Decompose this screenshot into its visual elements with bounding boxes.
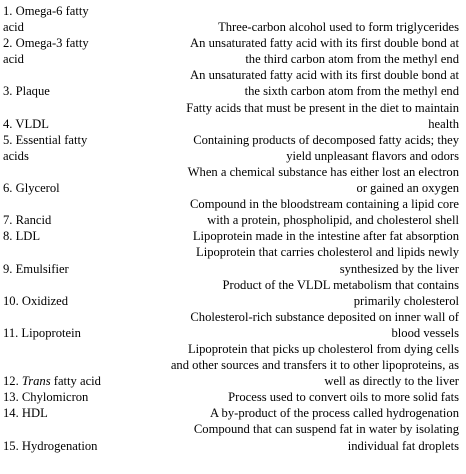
definition-line: Lipoprotein that picks up cholesterol from dying cells <box>187 341 459 356</box>
term-cell <box>3 261 129 277</box>
term-cell <box>3 405 129 421</box>
definition-line: Lipoprotein made in the intestine after fat absorption <box>192 229 459 244</box>
definition-cell <box>129 421 461 453</box>
term-cell <box>3 83 129 99</box>
definition-line: Compound in the bloodstream containing a lipid core <box>190 197 459 212</box>
table-row <box>3 341 461 389</box>
table-row <box>3 244 461 276</box>
definition-cell <box>129 164 461 196</box>
term-line: 15. Hydrogenation <box>3 438 98 453</box>
term-cell <box>3 212 129 228</box>
definition-cell <box>129 67 461 99</box>
definition-cell <box>129 35 461 67</box>
definition-line: the sixth carbon atom from the methyl end <box>244 84 459 99</box>
term-cell <box>3 116 129 132</box>
definition-line: and other sources and transfers it to other lipoproteins, as <box>170 358 459 373</box>
table-row <box>3 421 461 453</box>
term-line: 14. HDL <box>3 406 48 421</box>
table-row <box>3 277 461 309</box>
definition-line: Process used to convert oils to more solid fats <box>228 390 459 405</box>
term-cell <box>3 293 129 309</box>
definition-cell <box>129 309 461 341</box>
definition-line: individual fat droplets <box>347 438 459 453</box>
definition-line: the third carbon atom from the methyl end <box>245 52 459 67</box>
term-line: acid <box>3 52 24 67</box>
term-line: 11. Lipoprotein <box>3 325 81 340</box>
definition-line: A by-product of the process called hydrogenation <box>209 406 459 421</box>
definition-line: Three-carbon alcohol used to form triglycerides <box>218 20 459 35</box>
table-row <box>3 405 461 421</box>
table-row <box>3 35 461 67</box>
definition-cell <box>129 389 461 405</box>
definition-cell <box>129 228 461 244</box>
term-line: 9. Emulsifier <box>3 261 69 276</box>
term-line: 10. Oxidized <box>3 293 69 308</box>
definition-line: with a protein, phospholipid, and cholesterol shell <box>207 213 459 228</box>
term-line: 2. Omega-3 fatty <box>3 36 89 51</box>
term-line: 8. LDL <box>3 229 41 244</box>
term-cell <box>3 180 129 196</box>
term-line: 6. Glycerol <box>3 181 60 196</box>
term-cell <box>3 228 129 244</box>
definition-line: Lipoprotein that carries cholesterol and lipids newly <box>196 245 459 260</box>
definition-cell <box>129 19 461 35</box>
term-cell <box>3 35 129 67</box>
term-line: 7. Rancid <box>3 213 52 228</box>
definition-line: yield unpleasant flavors and odors <box>286 148 459 163</box>
term-suffix: fatty acid <box>50 374 101 389</box>
definition-line: Product of the VLDL metabolism that contains <box>222 277 459 292</box>
term-cell <box>3 373 129 389</box>
definition-line: Containing products of decomposed fatty acids; they <box>193 132 459 147</box>
table-row <box>3 309 461 341</box>
term-line: 3. Plaque <box>3 84 50 99</box>
term-line: acids <box>3 148 29 163</box>
matching-table <box>3 3 461 454</box>
definition-cell <box>129 132 461 164</box>
definition-line: When a chemical substance has either lost an electron <box>187 164 459 179</box>
definition-cell <box>129 244 461 276</box>
definition-line: well as directly to the liver <box>324 374 459 389</box>
definition-cell <box>129 405 461 421</box>
definition-line: Fatty acids that must be present in the diet to maintain <box>186 100 459 115</box>
term-cell <box>3 325 129 341</box>
term-prefix: 12. <box>3 374 22 389</box>
definition-line: Cholesterol-rich substance deposited on inner wall of <box>190 309 459 324</box>
term-cell <box>3 3 129 35</box>
term-cell <box>3 438 129 454</box>
definition-line: primarily cholesterol <box>353 293 459 308</box>
table-row <box>3 228 461 244</box>
table-row <box>3 389 461 405</box>
term-line: 5. Essential fatty <box>3 132 88 147</box>
definition-cell <box>129 100 461 132</box>
definition-line: or gained an oxygen <box>356 181 459 196</box>
term-line: 13. Chylomicron <box>3 390 89 405</box>
table-row <box>3 164 461 196</box>
definition-cell <box>129 277 461 309</box>
term-italic: Trans <box>21 374 51 389</box>
table-row <box>3 196 461 228</box>
term-line: 4. VLDL <box>3 116 49 131</box>
table-row <box>3 100 461 132</box>
definition-cell <box>129 341 461 389</box>
term-line: 1. Omega-6 fatty <box>3 4 89 18</box>
definition-line: blood vessels <box>391 325 459 340</box>
definition-line: An unsaturated fatty acid with its first double bond at <box>190 36 459 51</box>
term-line: acid <box>3 20 24 35</box>
table-row <box>3 3 461 35</box>
table-row <box>3 132 461 164</box>
table-row <box>3 67 461 99</box>
definition-line: Compound that can suspend fat in water by isolating <box>193 422 459 437</box>
term-cell <box>3 132 129 164</box>
term-cell <box>3 389 129 405</box>
definition-cell <box>129 196 461 228</box>
definition-line: synthesized by the liver <box>339 261 459 276</box>
definition-line: An unsaturated fatty acid with its first double bond at <box>190 68 459 83</box>
definition-line: health <box>428 116 459 131</box>
